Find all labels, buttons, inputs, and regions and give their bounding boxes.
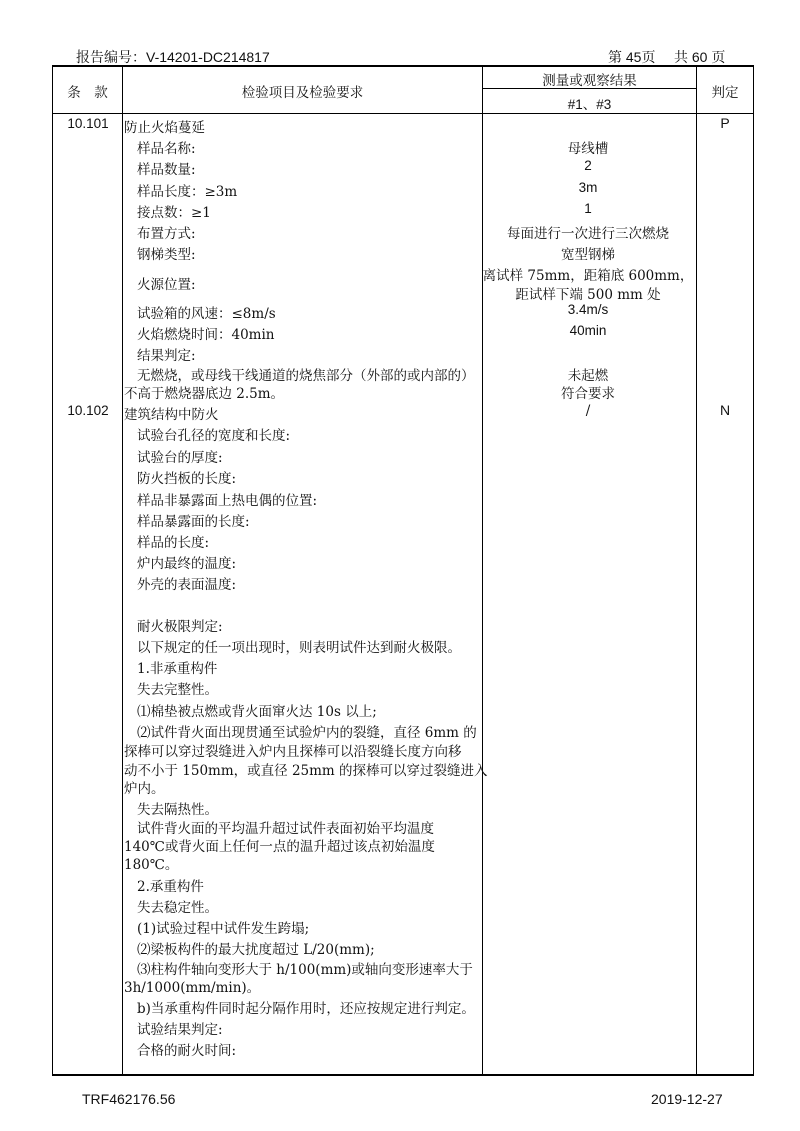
item-line: 炉内。 [124, 781, 165, 797]
item-line: 1.非承重构件 [137, 661, 218, 677]
item-line: 样品长度：≥3m [137, 184, 238, 200]
result-value: 距试样下端 500 mm 处 [515, 287, 661, 303]
clause-10-102: 10.102 [67, 403, 109, 418]
item-line: 样品名称: [137, 141, 196, 157]
result-value: / [585, 403, 591, 419]
result-value: 2 [584, 158, 592, 173]
item-line: ⑶柱构件轴向变形大于 h/100(mm)或轴向变形速率大于 [137, 962, 473, 978]
item-line: 样品非暴露面上热电偶的位置: [137, 493, 318, 509]
item-line: 3h/1000(mm/min)。 [124, 980, 261, 996]
item-line: 2.承重构件 [137, 879, 204, 895]
item-line: 样品暴露面的长度: [137, 514, 250, 530]
result-value: 未起燃 [567, 368, 609, 384]
form-number: TRF462176.56 [82, 1091, 176, 1107]
item-line: 试验台孔径的宽度和长度: [137, 428, 291, 444]
item-line: 火源位置: [137, 277, 196, 293]
item-line: 140℃或背火面上任何一点的温升超过该点初始温度 [124, 839, 435, 855]
item-line: 无燃烧，或母线干线通道的烧焦部分（外部的或内部的） [137, 368, 475, 384]
item-line: 钢梯类型: [137, 247, 196, 263]
sample-header: #1、#3 [567, 97, 612, 112]
clause-header: 条 款 [67, 85, 108, 100]
section-title-10-102: 建筑结构中防火 [124, 407, 219, 423]
item-line: 试验结果判定: [137, 1022, 223, 1038]
item-line: 试验台的厚度: [137, 450, 223, 466]
item-line: ⑵梁板构件的最大扰度超过 L/20(mm); [137, 942, 375, 958]
result-value: 3m [578, 180, 598, 195]
item-line: 接点数：≥1 [137, 205, 211, 221]
clause-10-101: 10.101 [67, 116, 109, 131]
result-value: 每面进行一次进行三次燃烧 [507, 226, 669, 242]
item-line: 试验箱的风速：≤8m/s [137, 306, 276, 322]
item-line: 耐火极限判定: [137, 619, 223, 635]
issue-date: 2019-12-27 [651, 1091, 723, 1107]
item-line: 动不小于 150mm，或直径 25mm 的探棒可以穿过裂缝进入 [124, 763, 488, 779]
page-number: 第 45页 [608, 49, 656, 65]
result-value: 1 [584, 201, 592, 216]
item-line: 失去稳定性。 [137, 900, 218, 916]
item-line: 失去隔热性。 [137, 802, 218, 818]
item-line: 样品数量: [137, 162, 196, 178]
section-title-10-101: 防止火焰蔓延 [124, 120, 205, 136]
report-number: 报告编号：V-14201-DC214817 [76, 49, 270, 65]
result-value: 离试样 75mm，距箱底 600mm， [482, 268, 694, 284]
result-value: 宽型钢梯 [561, 247, 615, 263]
item-line: 布置方式: [137, 226, 196, 242]
item-line: 结果判定: [137, 348, 196, 364]
item-line: 外壳的表面温度: [137, 577, 237, 593]
result-value: 40min [569, 323, 607, 338]
item-line: 以下规定的任一项出现时，则表明试件达到耐火极限。 [137, 640, 461, 656]
item-line: b)当承重构件同时起分隔作用时，还应按规定进行判定。 [137, 1001, 475, 1017]
result-header: 测量或观察结果 [542, 73, 637, 88]
page-total: 共 60 页 [674, 49, 726, 65]
item-line: 合格的耐火时间: [137, 1043, 237, 1059]
item-header: 检验项目及检验要求 [241, 85, 364, 100]
item-line: 不高于燃烧器底边 2.5m。 [124, 386, 285, 402]
item-line: 火焰燃烧时间：40min [137, 327, 275, 343]
verdict-10-102: N [719, 402, 731, 418]
item-line: 失去完整性。 [137, 682, 218, 698]
result-value: 符合要求 [561, 386, 615, 402]
item-line: 样品的长度: [137, 535, 210, 551]
item-line: 探棒可以穿过裂缝进入炉内且探棒可以沿裂缝长度方向移 [124, 744, 462, 760]
item-line: (1)试验过程中试件发生跨塌; [137, 921, 310, 937]
verdict-10-101: P [720, 115, 730, 131]
item-line: 180℃。 [124, 857, 179, 873]
result-value: 母线槽 [567, 141, 609, 157]
item-line: 防火挡板的长度: [137, 471, 237, 487]
item-line: ⑴棉垫被点燃或背火面窜火达 10s 以上; [137, 704, 377, 720]
verdict-header: 判定 [711, 85, 739, 100]
item-line: 试件背火面的平均温升超过试件表面初始平均温度 [137, 821, 434, 837]
item-line: ⑵试件背火面出现贯通至试验炉内的裂缝，直径 6mm 的 [137, 725, 477, 741]
result-value: 3.4m/s [567, 302, 609, 317]
item-line: 炉内最终的温度: [137, 556, 237, 572]
